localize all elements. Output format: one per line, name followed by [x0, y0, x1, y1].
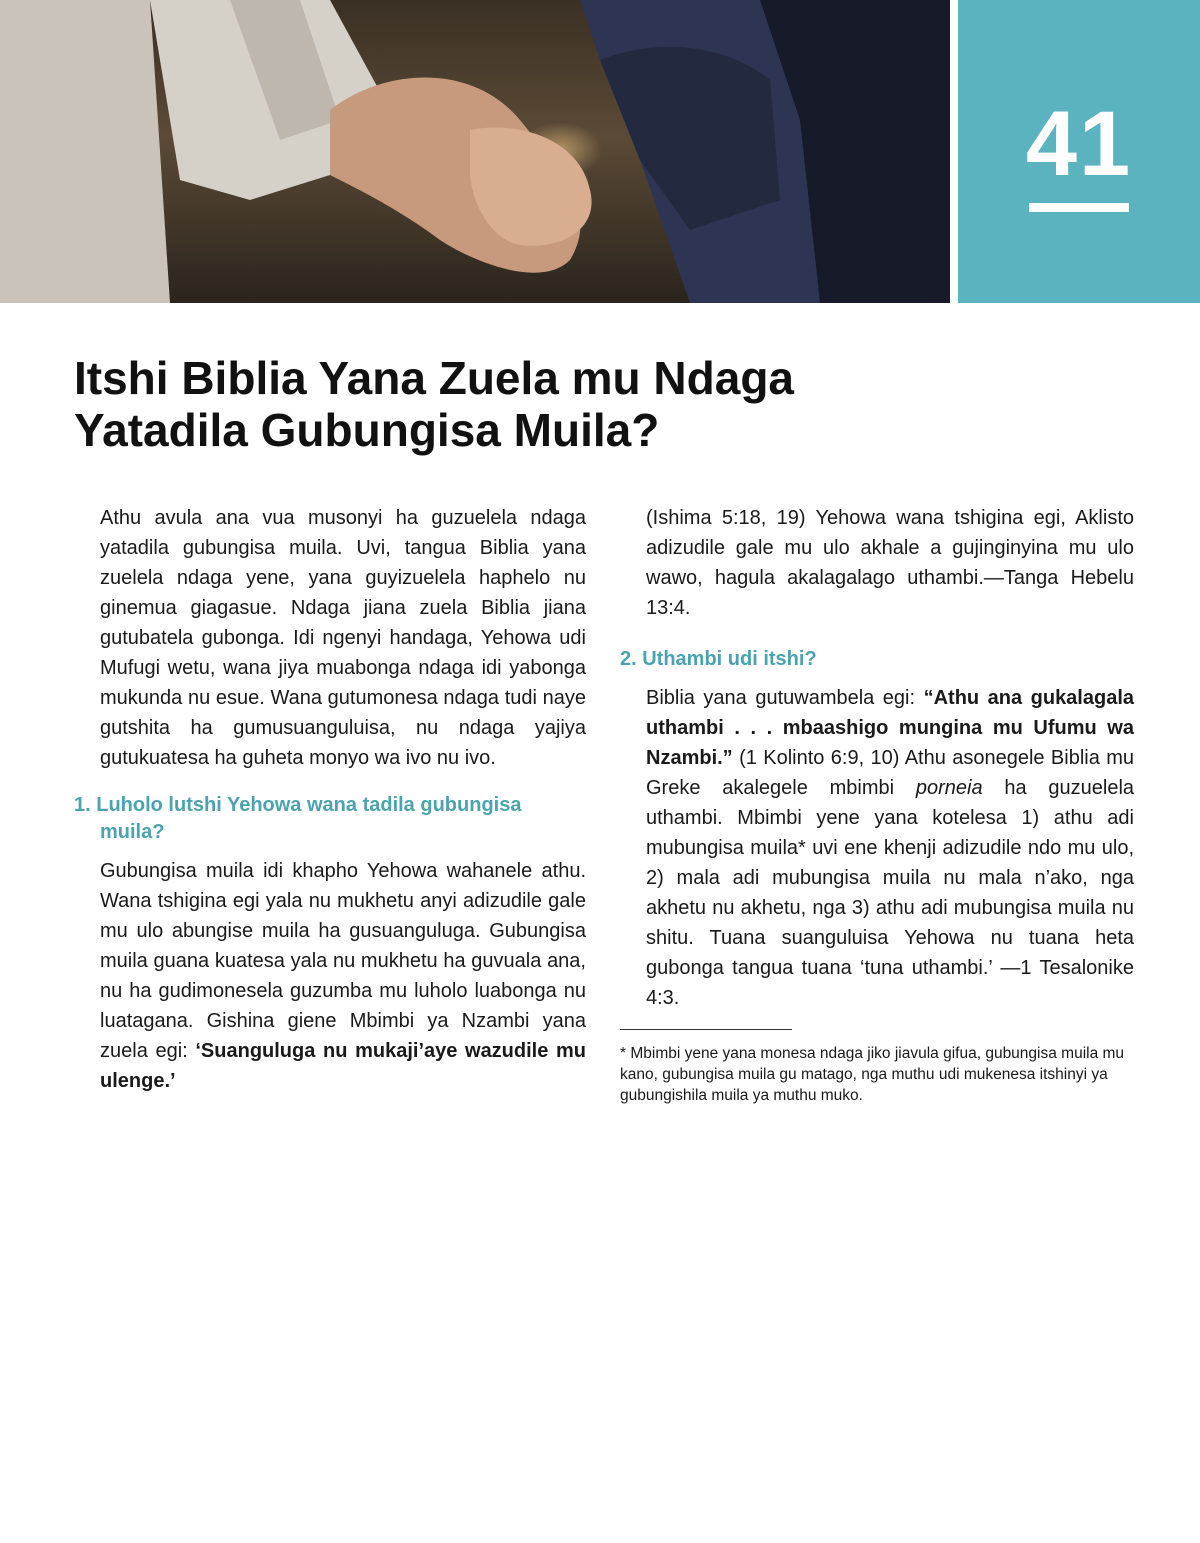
section-2-body — [646, 683, 1134, 1013]
section-1-continuation: (Ishima 5:18, 19) Yehowa wana tshigina egi, Aklisto adizudile gale mu ulo akhale a gujinginyina mu ulo wawo, hagula akalagalago uthambi.—Tanga Hebelu 13:4. — [646, 507, 1134, 619]
footnote: * Mbimbi yene yana monesa ndaga jiko jiavula gifua, gubungisa muila mu kano, gubungisa muila gu matago, nga muthu udi mukenesa itshinyi ya gubungishila muila ya muthu muko. — [620, 1045, 1125, 1104]
chapter-underline — [1029, 203, 1129, 212]
page-title — [74, 352, 974, 456]
section-2-text-a: (1 Kolinto 6:9, 10) Athu asonegele Biblia mu Greke akalegele mbimbi — [646, 747, 1135, 799]
right-column — [620, 503, 1135, 1106]
section-1-body — [100, 856, 586, 1096]
section-2-heading: 2. Uthambi udi itshi? — [620, 648, 817, 670]
chapter-badge — [958, 0, 1200, 303]
intro-paragraph: Athu avula ana vua musonyi ha guzuelela ndaga yatadila gubungisa muila. Uvi, tangua Biblia yana zuelela ndaga yene, yana guyizuelela haphelo nu ginemua giagasue. Ndaga jiana zuela Biblia jiana gutubatela gubonga. Idi ngenyi handaga, Yehowa udi Mufugi wetu, wana jiya muabonga ndaga idi yabonga mukunda nu esue. Wana gutumonesa ndaga tudi naye gutshita ha gumusuanguluisa, nu ndaga yajiya gutukuatesa ha guheta monyo wa ivo nu ivo. — [100, 507, 586, 769]
section-2-scripture-quote: “Athu ana gukalagala uthambi . . . mbaashigo mungina mu Ufumu wa Nzambi.” — [646, 687, 1135, 769]
section-2-text-b: ha guzuelela uthambi. Mbimbi yene yana kotelesa 1) athu adi mubungisa muila* — [646, 777, 1135, 859]
header-photo — [0, 0, 950, 303]
section-2-text-c: uvi ene khenji adizudile ndo mu ulo, 2) mala adi mubungisa muila nu mala n’ako, nga akhetu nu akhetu, nga 3) athu adi mubungisa muila nu shitu. Tuana suanguluisa Yehowa nu tuana heta gubonga tangua tuana ‘tuna uthambi.’ —1 Tesalonike 4:3. — [646, 837, 1134, 1009]
section-1-scripture-quote: ‘Suanguluga nu mukaji’aye wazudile mu ulenge.’ — [100, 1040, 586, 1092]
section-1-text: Gubungisa muila idi khapho Yehowa wahanele athu. Wana tshigina egi yala nu mukhetu anyi adizudile gale mu ulo abungise muila ha gusuanguluga. Gubungisa muila guana kuatesa yala nu mukhetu ha guvuala ana, nu ha gudimonesela guzumba mu luholo luabonga nu luatagana. Gishina giene Mbimbi ya Nzambi yana zuela egi: — [100, 860, 586, 1062]
page-title-line-2: Yatadila Gubungisa Muila? — [74, 404, 660, 456]
left-column — [74, 503, 586, 1096]
chapter-number: 41 — [1025, 93, 1133, 195]
section-1-heading: 1. Luholo lutshi Yehowa wana tadila gubungisa muila? — [74, 794, 522, 843]
section-2-lead: Biblia yana gutuwambela egi: — [646, 687, 916, 709]
greek-word: porneia — [915, 777, 983, 799]
page-title-line-1: Itshi Biblia Yana Zuela mu Ndaga — [74, 352, 795, 404]
footnote-divider — [620, 1029, 792, 1030]
holding-hands-illustration — [0, 0, 950, 303]
